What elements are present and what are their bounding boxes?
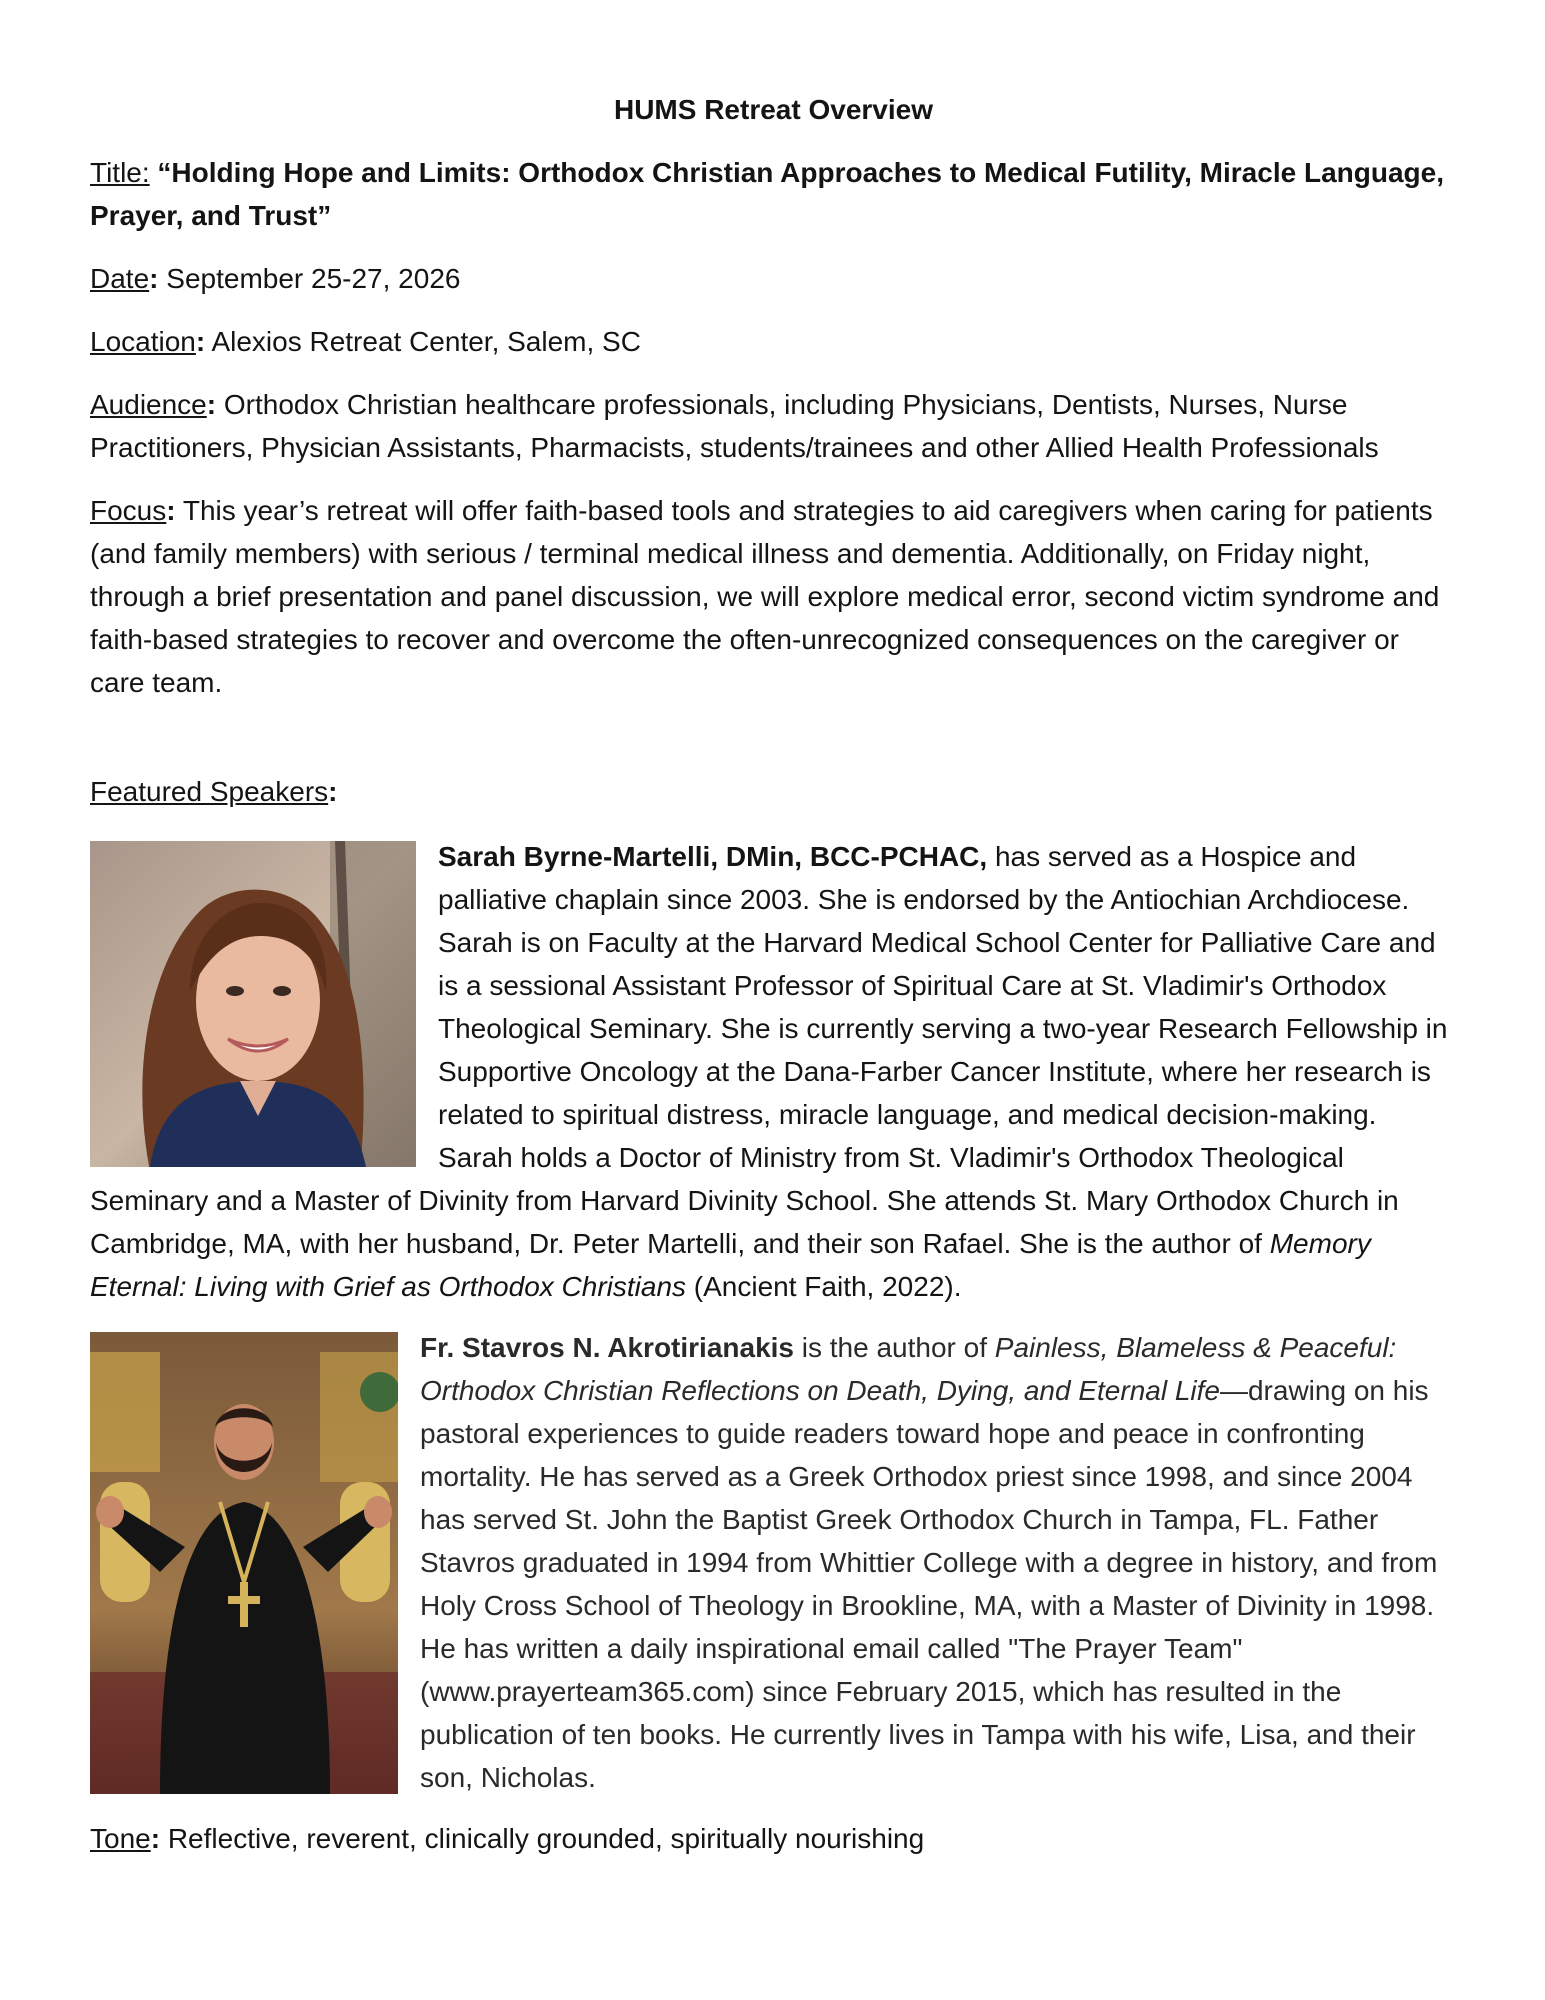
speaker-photo-sarah [90, 841, 416, 1167]
speaker-book-title: Memory Eternal: Living with Grief as Orthodox Christians [90, 1228, 1371, 1302]
speaker-sarah [90, 835, 1457, 1308]
location-field: Location: Alexios Retreat Center, Salem, SC [90, 326, 641, 357]
speaker-name: Sarah Byrne-Martelli, DMin, BCC-PCHAC, [438, 841, 988, 872]
tone-label: Tone [90, 1823, 151, 1854]
location-label: Location [90, 326, 196, 357]
portrait-priest-icon [90, 1332, 398, 1794]
title-value: “Holding Hope and Limits: Orthodox Christian Approaches to Medical Futility, Miracle Language, Prayer, and Trust” [90, 157, 1444, 231]
speaker-book-title: Painless, Blameless & Peaceful: Orthodox Christian Reflections on Death, Dying, and Eternal Life [420, 1332, 1397, 1406]
focus-field: Focus: This year’s retreat will offer faith-based tools and strategies to aid caregivers when caring for patients (and family members) with serious / terminal medical illness and dementia. Additionally, on Friday night, through a brief presentation and panel discussion, we will explore medical error, second victim syndrome and faith-based strategies to recover and overcome the often-unrecognized consequences on the caregiver or care team. [90, 495, 1440, 698]
audience-label: Audience [90, 389, 207, 420]
title-label: Title: [90, 157, 150, 188]
speaker-bio-text: has served as a Hospice and palliative chaplain since 2003. She is endorsed by the Antiochian Archdiocese. Sarah is on Faculty at the Harvard Medical School Center for Palliative Care and is a sessional Assistant Professor of Spiritual Care at St. Vladimir's Orthodox Theological Seminary. She is currently serving a two-year Research Fellowship in Supportive Oncology at the Dana-Farber Cancer Institute, where her research is related to spiritual distress, miracle language, and medical decision-making. Sarah holds a Doctor of Ministry from St. Vladimir's Orthodox Theological Seminary and a Master of Divinity from Harvard Divinity School. She attends St. Mary Orthodox Church in Cambridge, MA, with her husband, Dr. Peter Martelli, and their son Rafael. She is the author of [90, 841, 1448, 1259]
featured-speakers-heading: Featured Speakers: [90, 776, 338, 807]
speaker-bio-text-end: (Ancient Faith, 2022). [686, 1271, 962, 1302]
date-value: September 25-27, 2026 [166, 263, 461, 294]
title-field [90, 151, 1457, 237]
portrait-woman-icon [90, 841, 416, 1167]
date-field: Date: September 25-27, 2026 [90, 263, 461, 294]
speaker-bio-text: is the author of [794, 1332, 995, 1363]
speaker-photo-stavros [90, 1332, 398, 1794]
speaker-stavros [90, 1326, 1457, 1799]
audience-field: Audience: Orthodox Christian healthcare professionals, including Physicians, Dentists, Nurses, Nurse Practitioners, Physician Assistants, Pharmacists, students/trainees and other Allied Health Professionals [90, 389, 1379, 463]
featured-speakers-label: Featured Speakers [90, 776, 329, 807]
focus-value: This year’s retreat will offer faith-based tools and strategies to aid caregivers when caring for patients (and family members) with serious / terminal medical illness and dementia. Additionally, on Friday night, through a brief presentation and panel discussion, we will explore medical error, second victim syndrome and faith-based strategies to recover and overcome the often-unrecognized consequences on the caregiver or care team. [90, 495, 1440, 698]
tone-field: Tone: Reflective, reverent, clinically grounded, spiritually nourishing [90, 1823, 925, 1854]
page-title: HUMS Retreat Overview [613, 94, 933, 125]
location-value: Alexios Retreat Center, Salem, SC [211, 326, 641, 357]
audience-value: Orthodox Christian healthcare professionals, including Physicians, Dentists, Nurses, Nurse Practitioners, Physician Assistants, Pharmacists, students/trainees and other Allied Health Professionals [90, 389, 1379, 463]
tone-value: Reflective, reverent, clinically grounded, spiritually nourishing [167, 1823, 925, 1854]
speaker-bio-text-end: —drawing on his pastoral experiences to guide readers toward hope and peace in confronting mortality. He has served as a Greek Orthodox priest since 1998, and since 2004 has served St. John the Baptist Greek Orthodox Church in Tampa, FL. Father Stavros graduated in 1994 from Whittier College with a degree in history, and from Holy Cross School of Theology in Brookline, MA, with a Master of Divinity in 1998. He has written a daily inspirational email called "The Prayer Team" (www.prayerteam365.com) since February 2015, which has resulted in the publication of ten books. He currently lives in Tampa with his wife, Lisa, and their son, Nicholas. [420, 1375, 1438, 1793]
date-label: Date [90, 263, 150, 294]
focus-label: Focus [90, 495, 167, 526]
speaker-name: Fr. Stavros N. Akrotirianakis [420, 1332, 794, 1363]
